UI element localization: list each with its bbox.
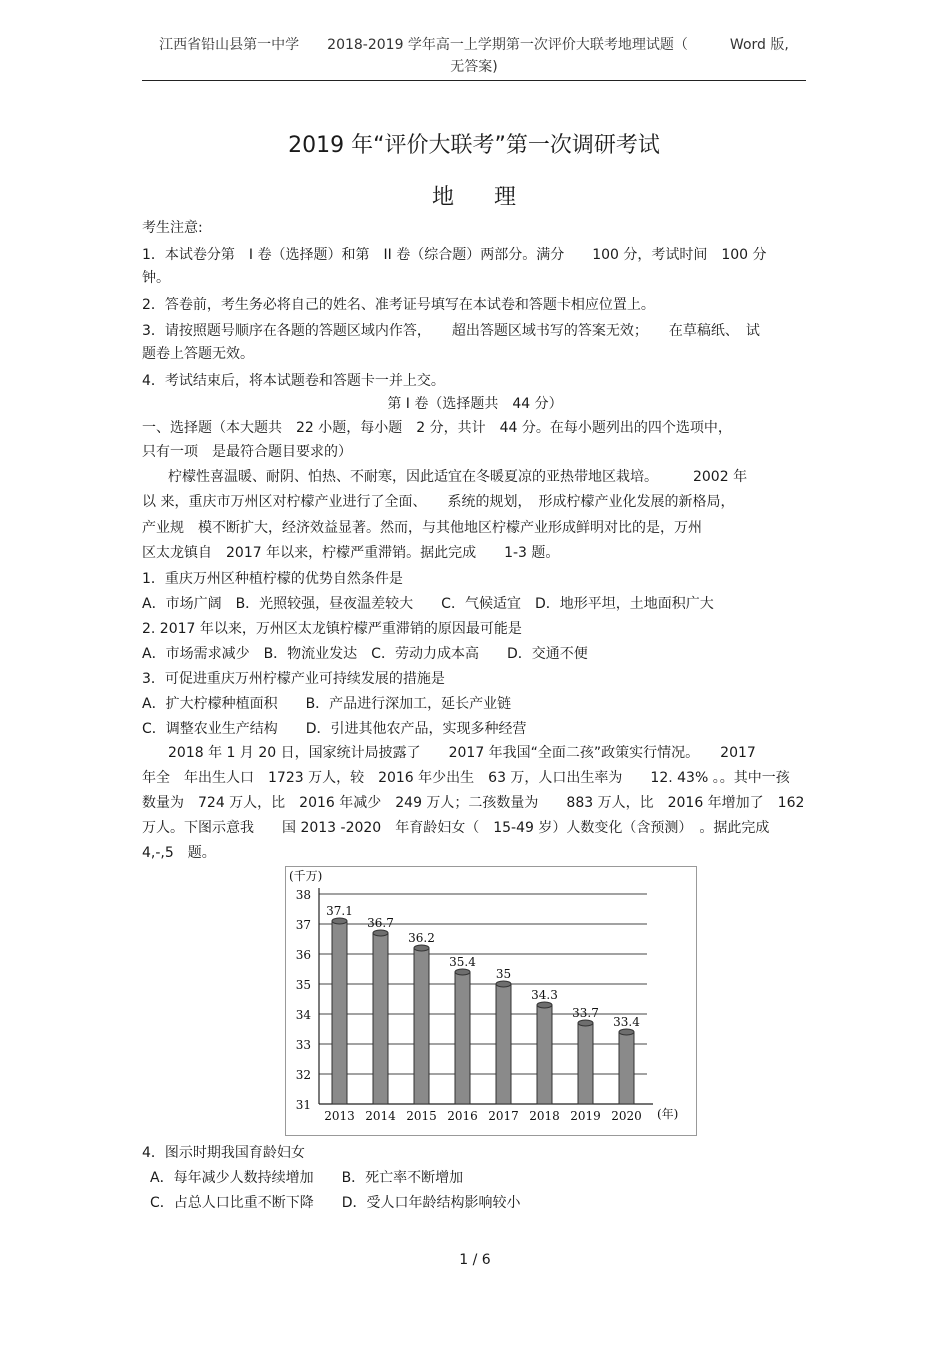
notice-item: 1．本试卷分第 I 卷（选择题）和第 II 卷（综合题）两部分。满分 100 分，考试时间 100 分 [142,247,767,263]
y-tick-label: 38 [295,888,311,902]
question-options: C．占总人口比重不断下降 D．受人口年龄结构影响较小 [150,1195,521,1211]
value-label: 33.4 [613,1015,640,1029]
y-tick-label: 32 [295,1068,311,1082]
bar [578,1023,593,1104]
page-header [142,34,806,78]
bar [619,1032,634,1104]
page-number: 1 / 6 [459,1252,491,1268]
value-label: 36.7 [367,916,394,930]
y-tick-label: 31 [295,1098,311,1112]
y-tick-label: 35 [295,978,311,992]
part1-instruction: 一、选择题（本大题共 22 小题，每小题 2 分，共计 44 分。在每小题列出的四个选项中， [142,420,732,436]
y-tick-label: 37 [295,918,311,932]
notice-item: 2．答卷前，考生务必将自己的姓名、准考证号填写在本试卷和答题卡相应位置上。 [142,297,655,313]
exam-title: 2019 年“评价大联考”第一次调研考试 [288,133,660,158]
question-options: A．扩大柠檬种植面积 B．产品进行深加工，延长产业链 [142,696,512,712]
y-tick-label: 34 [295,1008,311,1022]
passage2-line: 数量为 724 万人，比 2016 年减少 249 万人；二孩数量为 883 万人，比 2016 年增加了 162 [142,795,805,811]
bar [455,972,470,1104]
value-label: 35 [495,967,512,981]
notice-item: 钟。 [142,270,170,286]
x-tick-label: 2013 [324,1109,355,1123]
birth-women-chart [285,866,697,1136]
bar [373,933,388,1104]
value-label: 33.7 [572,1006,599,1020]
header-line-1: 江西省铅山县第一中学 2018-2019 学年高一上学期第一次评价大联考地理试题（ Word 版, [159,37,789,53]
bar-chart-svg [285,866,697,1136]
question-options: C．调整农业生产结构 D．引进其他农产品，实现多种经营 [142,721,527,737]
bar [537,1005,552,1104]
part1-heading: 第 I 卷（选择题共 44 分） [387,396,563,412]
bar-top [414,945,429,951]
subject-title: 地理 [431,185,556,210]
x-tick-label: 2014 [365,1109,396,1123]
x-tick-label: 2017 [488,1109,519,1123]
value-label: 35.4 [449,955,476,969]
passage2-line: 万人。下图示意我 国 2013 -2020 年育龄妇女（ 15-49 岁）人数变化（含预测） 。据此完成 [142,820,770,836]
y-axis-label: (千万) [289,869,323,883]
question-options: A．市场需求减少 B．物流业发达 C．劳动力成本高 D．交通不便 [142,646,588,662]
question-stem: 4．图示时期我国育龄妇女 [142,1145,305,1161]
question-options: A．市场广阔 B．光照较强，昼夜温差较大 C．气候适宜 D．地形平坦，土地面积广大 [142,596,714,612]
bar-top [373,930,388,936]
y-tick-label: 36 [295,948,311,962]
x-tick-label: 2016 [447,1109,478,1123]
header-line-2: 无答案) [450,59,498,75]
passage2-line: 年全 年出生人口 1723 万人，较 2016 年少出生 63 万，人口出生率为 12. 43% 。。其中一孩 [142,770,790,786]
bar-top [332,918,347,924]
value-label: 34.3 [531,988,558,1002]
bar [496,984,511,1104]
x-axis-label: (年) [657,1107,679,1121]
x-tick-label: 2018 [529,1109,560,1123]
bar-top [619,1029,634,1035]
value-label: 37.1 [326,904,353,918]
bar-top [578,1020,593,1026]
header-rule [142,80,806,81]
question-stem: 2. 2017 年以来，万州区太龙镇柠檬严重滞销的原因最可能是 [142,621,522,637]
bar-top [537,1002,552,1008]
bar [414,948,429,1104]
notice-item: 4．考试结束后，将本试题卷和答题卡一并上交。 [142,373,445,389]
passage1-line: 产业规 模不断扩大，经济效益显著。然而，与其他地区柠檬产业形成鲜明对比的是，万州 [142,520,702,536]
x-tick-label: 2019 [570,1109,601,1123]
question-stem: 1．重庆万州区种植柠檬的优势自然条件是 [142,571,403,587]
notice-item: 3．请按照题号顺序在各题的答题区域内作答， 超出答题区域书写的答案无效； 在草稿纸、 试 [142,323,760,339]
notice-heading: 考生注意: [142,220,203,236]
question-stem: 3．可促进重庆万州柠檬产业可持续发展的措施是 [142,671,445,687]
y-tick-label: 33 [295,1038,311,1052]
passage2-line: 4,-,5 题。 [142,845,216,861]
passage1-line: 区太龙镇自 2017 年以来，柠檬严重滞销。据此完成 1-3 题。 [142,545,560,561]
bar-top [496,981,511,987]
part1-instruction: 只有一项 是最符合题目要求的） [142,444,352,460]
x-tick-label: 2015 [406,1109,437,1123]
passage1-line: 柠檬性喜温暖、耐阴、怕热、不耐寒，因此适宜在冬暖夏凉的亚热带地区栽培。 2002 年 [168,469,748,485]
value-label: 36.2 [408,931,435,945]
passage2-line: 2018 年 1 月 20 日，国家统计局披露了 2017 年我国“全面二孩”政策实行情况。 2017 [168,745,756,761]
bar-top [455,969,470,975]
bar [332,921,347,1104]
x-tick-label: 2020 [611,1109,642,1123]
passage1-line: 以 来，重庆市万州区对柠檬产业进行了全面、 系统的规划， 形成柠檬产业化发展的新格局， [142,494,735,510]
notice-item: 题卷上答题无效。 [142,346,254,362]
question-options: A．每年减少人数持续增加 B．死亡率不断增加 [150,1170,464,1186]
